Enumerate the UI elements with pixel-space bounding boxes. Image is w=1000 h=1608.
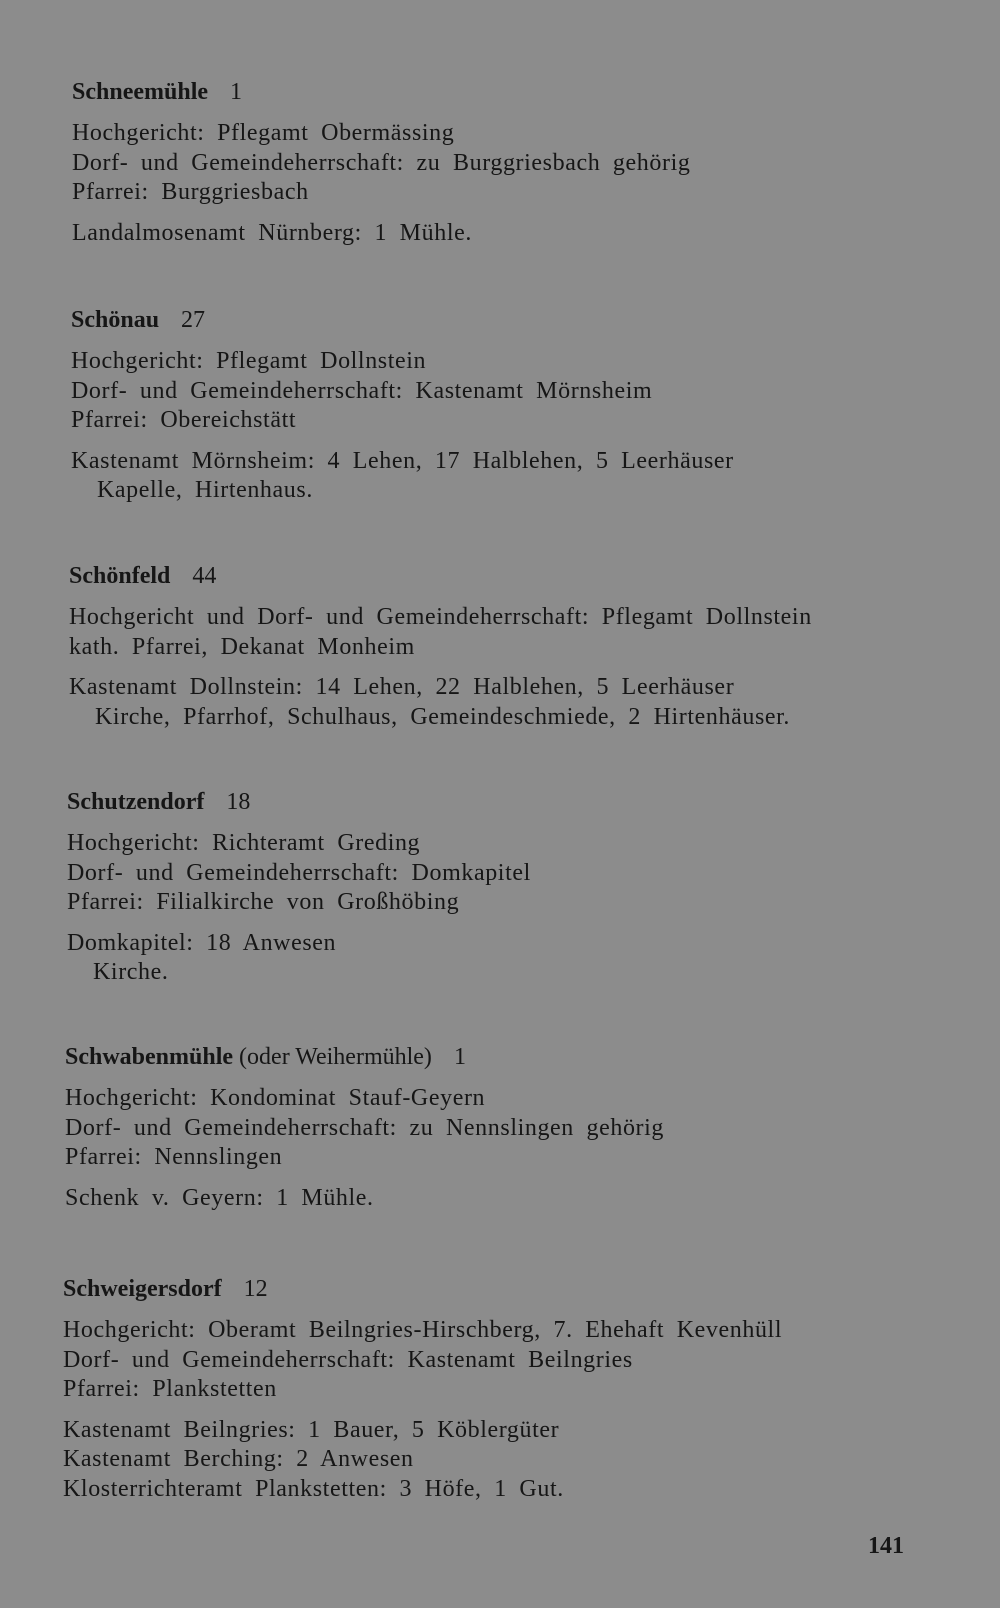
info-line: Hochgericht und Dorf- und Gemeindeherrschaft: Pflegamt Dollnstein [69,604,812,630]
buildings-line: Kirche. [93,959,169,985]
entry-schoenfeld [69,561,949,732]
entry-heading [63,1274,943,1304]
holding-line: Kastenamt Berching: 2 Anwesen [63,1446,414,1472]
buildings-line: Kirche, Pfarrhof, Schulhaus, Gemeindeschmiede, 2 Hirtenhäuser. [95,703,791,730]
holding-line: Landalmosenamt Nürnberg: 1 Mühle. [72,219,472,246]
info-line: kath. Pfarrei, Dekanat Monheim [69,633,415,660]
holding-line: Kastenamt Mörnsheim: 4 Lehen, 17 Halblehen, 5 Leerhäuser [71,447,734,474]
entry-alt-name: (oder Weihermühle) [239,1044,432,1070]
info-line: Dorf- und Gemeindeherrschaft: Kastenamt Mörnsheim [71,377,653,404]
entry-name: Schweigersdorf [63,1276,222,1302]
info-line: Pfarrei: Filialkirche von Großhöbing [67,889,460,915]
info-line: Hochgericht: Richteramt Greding [67,830,421,856]
entry-count: 44 [192,563,217,589]
entry-name: Schwabenmühle [65,1044,234,1070]
entry-heading [71,305,951,335]
entry-name: Schönau [71,307,160,333]
holding-line: Schenk v. Geyern: 1 Mühle. [65,1184,374,1211]
entry-schneemuehle [72,77,952,248]
entry-heading [69,561,949,591]
info-line: Pfarrei: Burggriesbach [72,179,309,205]
entry-schwabenmuehle [65,1042,945,1213]
info-line: Dorf- und Gemeindeherrschaft: Domkapitel [67,859,531,886]
info-line: Hochgericht: Oberamt Beilngries-Hirschberg, 7. Ehehaft Kevenhüll [63,1317,783,1343]
entry-count: 18 [226,789,251,815]
buildings-line: Kapelle, Hirtenhaus. [97,477,313,503]
entry-count: 27 [181,307,206,333]
entry-name: Schutzendorf [67,789,205,815]
entry-name: Schneemühle [72,79,209,105]
info-line: Dorf- und Gemeindeherrschaft: zu Nennslingen gehörig [65,1114,665,1141]
info-line: Pfarrei: Nennslingen [65,1144,283,1170]
entry-schweigersdorf [63,1274,943,1504]
entry-heading [67,787,947,817]
holding-line: Klosterrichteramt Plankstetten: 3 Höfe, 1 Gut. [63,1475,564,1502]
info-line: Dorf- und Gemeindeherrschaft: Kastenamt Beilngries [63,1346,633,1373]
page-number: 141 [868,1533,904,1559]
info-line: Pfarrei: Obereichstätt [71,407,297,433]
entry-name: Schönfeld [69,563,171,589]
info-line: Hochgericht: Kondominat Stauf-Geyern [65,1085,486,1111]
entry-count: 1 [453,1044,466,1070]
info-line: Pfarrei: Plankstetten [63,1376,277,1402]
holding-line: Kastenamt Beilngries: 1 Bauer, 5 Köblergüter [63,1416,560,1443]
entry-heading [65,1042,945,1072]
entry-count: 1 [230,79,243,105]
holding-line: Domkapitel: 18 Anwesen [67,929,337,956]
info-line: Hochgericht: Pflegamt Obermässing [72,120,455,146]
entry-count: 12 [243,1276,268,1302]
entry-schoenau [71,305,951,506]
holding-line: Kastenamt Dollnstein: 14 Lehen, 22 Halblehen, 5 Leerhäuser [69,674,735,700]
info-line: Dorf- und Gemeindeherrschaft: zu Burggriesbach gehörig [72,149,691,176]
info-line: Hochgericht: Pflegamt Dollnstein [71,348,427,374]
entry-heading [72,77,952,107]
entry-schutzendorf [67,787,947,988]
